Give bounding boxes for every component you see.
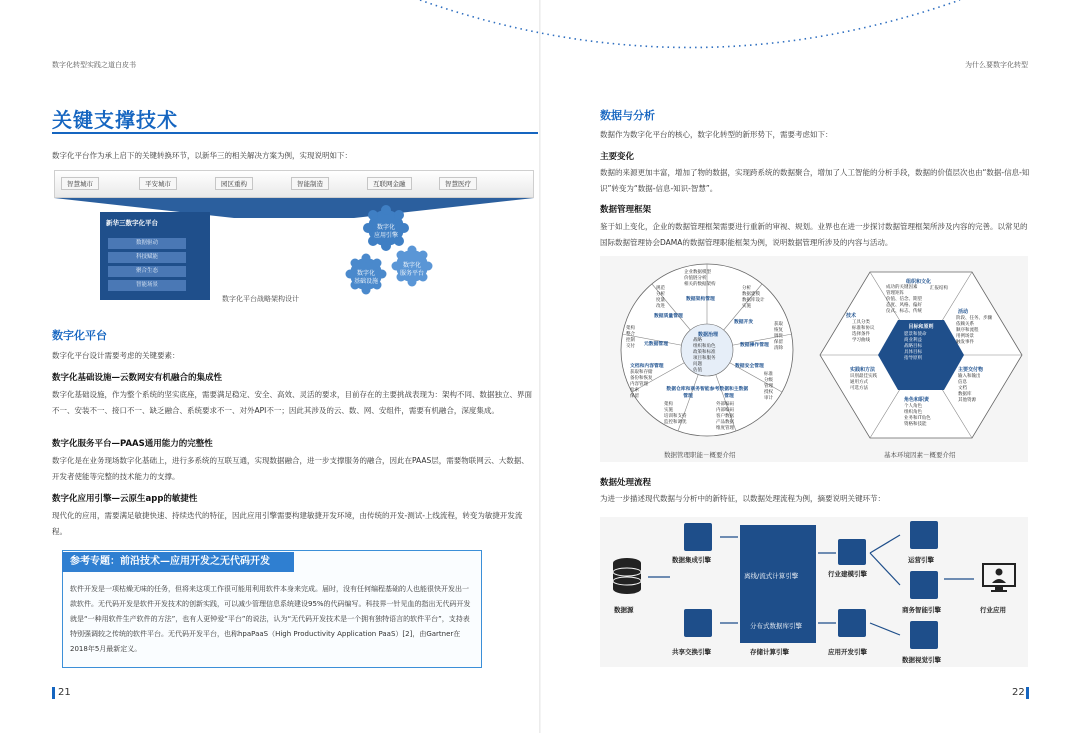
wheel-seg-item: 数据建模	[742, 292, 760, 297]
hex-center-item: 具体目标	[904, 350, 922, 355]
left-intro: 数字化平台作为承上启下的关键转换环节，以新华三的相关解决方案为例，实现说明如下：	[52, 151, 352, 160]
hex-seg-org-culture-item-report: 汇报结构	[930, 286, 948, 291]
wheel-seg-item: 备份和恢复	[630, 376, 653, 381]
wheel-seg-content-items	[630, 370, 653, 400]
tag-manufacturing: 智能制造	[291, 177, 329, 190]
wheel-seg-item: 价值链分析	[684, 276, 707, 281]
wheel-seg-item: 相关的数据架构	[684, 282, 716, 287]
scenario-tag-row	[54, 170, 534, 198]
wheel-seg-item: 管理	[764, 384, 773, 389]
wheel-seg-quality-items	[656, 286, 665, 310]
section-intro: 数字化平台设计需要考虑的关键要素：	[52, 351, 180, 360]
wheel-seg-item: 检索	[630, 388, 639, 393]
wheel-seg-item: 分析	[742, 286, 751, 291]
hex-seg-org-culture: 组织和文化	[906, 279, 932, 285]
hex-seg-item: 信息	[958, 380, 967, 385]
page-number-bar-right	[1026, 687, 1029, 699]
wheel-seg-content: 文档和内容管理	[630, 364, 664, 369]
item-body-service-platform: 数字化是在业务现场数字化基础上，进行多系统的互联互通，实现数据融合，进一步支撑服务的融合，因此在PAAS层，需要物联网云、大数据、开发者使能等完整的技术能力的支撑。	[52, 456, 529, 481]
platform-item: 智能场景	[108, 280, 186, 291]
wheel-seg-item: 监控和调优	[664, 420, 687, 425]
wheel-center-items	[693, 338, 716, 374]
flow-arrows	[600, 517, 1028, 667]
sub-data-framework: 数据管理框架	[600, 205, 652, 215]
hex-seg-activities-items	[956, 316, 992, 346]
platform-item: 聚合生态	[108, 266, 186, 277]
page-number-right: 22	[1012, 687, 1025, 698]
page-spine	[539, 0, 541, 733]
tag-campus: 园区重构	[215, 177, 253, 190]
tag-fintech: 互联网金融	[367, 177, 412, 190]
wheel-center-title: 数据治理	[697, 332, 718, 338]
header-right: 为什么要数字化转型	[965, 61, 1028, 69]
wheel-seg-operations-items	[774, 322, 783, 352]
wheel-seg-item: 规范	[656, 286, 665, 291]
wheel-seg-item: 分析	[656, 292, 665, 297]
hex-seg-item: 文档	[958, 386, 967, 391]
platform-block	[100, 212, 210, 300]
hex-center-item: 愿景和使命	[904, 332, 927, 337]
left-page-title: 关键支撑技术	[52, 108, 178, 132]
hex-seg-item: 输入和输出	[958, 374, 981, 379]
hex-seg-technology: 技术	[846, 313, 857, 319]
wheel-center-item: 战略	[693, 338, 702, 343]
wheel-seg-item: 度量	[656, 298, 665, 303]
item-body-infrastructure: 数字化基础设施，作为整个系统的坚实底座，需要满足稳定、安全、高效、灵活的要求，目前存在的主要挑战表现为：架构不同、数据独立、界面不一、安装不一、接口不一、缺乏融合、系统要求不一、对外API不一；因此其涉及的云、数、网、安组件，需要有机融合，深度集成。	[52, 390, 532, 415]
hex-seg-deliverables: 主要交付物	[958, 367, 984, 373]
hex-seg-roles-items	[904, 404, 931, 428]
hex-seg-item: 触发事件	[956, 340, 974, 345]
wheel-seg-item: 架构	[626, 326, 635, 331]
hex-seg-item: 业务和IT角色	[904, 416, 931, 421]
flow-database-engine: 分布式数据库引擎	[750, 622, 802, 630]
wheel-seg-item: 实施	[664, 408, 673, 413]
hex-seg-item: 用例场景	[956, 334, 974, 339]
flow-compute-engine: 离线/流式计算引擎	[744, 572, 799, 580]
wheel-seg-dw-bi: 数据仓库和商务智能管理	[666, 387, 710, 399]
item-heading-infrastructure: 数字化基础设施—云数网安有机融合的集成性	[52, 373, 223, 383]
wheel-seg-metadata-items	[626, 326, 635, 350]
wheel-seg-item: 标准	[764, 372, 773, 377]
wheel-seg-item: 架构	[664, 402, 673, 407]
wheel-seg-item: 分级	[764, 378, 773, 383]
hex-seg-technology-items	[852, 320, 875, 344]
hex-seg-practices-items	[850, 374, 877, 392]
wheel-caption: 数据管理职能－概要介绍	[664, 451, 736, 459]
wheel-seg-item: 企业数据模型	[684, 270, 711, 275]
item-body-app-engine: 现代化的应用，需要满足敏捷快速、持续迭代的特征，因此应用引擎需要构建敏捷开发环境，由传统的开发-测试-上线流程，转变为敏捷开发流程。	[52, 511, 523, 536]
page-number-left: 21	[58, 687, 71, 698]
wheel-seg-architecture-items	[684, 270, 716, 288]
gear-label-service-platform: 数字化 服务平台	[399, 262, 424, 277]
flow-visual-engine: 数据视觉引擎	[902, 656, 941, 664]
hex-seg-item: 学习曲线	[852, 338, 870, 343]
hex-seg-item: 成功的关键因素	[886, 285, 918, 290]
right-page-title: 数据与分析	[600, 109, 655, 122]
hex-center-item: 商业利益	[904, 338, 922, 343]
tag-healthcare: 智慧医疗	[439, 177, 477, 190]
wheel-seg-item: 控制	[626, 338, 635, 343]
dotted-arc-decoration	[0, 0, 1080, 60]
hex-seg-item: 阶段、任务、步骤	[956, 316, 992, 321]
flow-integration-engine: 数据集成引擎	[672, 556, 711, 564]
title-underline	[52, 132, 538, 134]
flow-storage-engine: 存储计算引擎	[750, 648, 789, 656]
hex-seg-item: 选择条件	[852, 332, 870, 337]
flow-exchange-engine: 共享交换引擎	[672, 648, 711, 656]
wheel-seg-item: 数据库设计	[742, 298, 765, 303]
hex-seg-activities: 活动	[958, 309, 969, 315]
hex-seg-item: 数据库	[958, 392, 972, 397]
flow-industry-app: 行业应用	[980, 606, 1006, 614]
wheel-seg-quality: 数据质量管理	[654, 314, 683, 319]
wheel-center-item: 项目和服务	[693, 356, 716, 361]
wheel-center-item: 估值	[693, 368, 702, 373]
hex-seg-item: 识别最佳实践	[850, 374, 877, 379]
flow-operations-engine: 运营引擎	[908, 556, 934, 564]
wheel-seg-dw-bi-items	[664, 402, 687, 426]
section-title: 数字化平台	[52, 329, 107, 342]
platform-item: 科技赋能	[108, 252, 186, 263]
hex-seg-item: 标准和协议	[852, 326, 875, 331]
hex-seg-item: 工具分类	[852, 320, 870, 325]
hex-seg-item: 通用方式	[850, 380, 868, 385]
wheel-seg-item: 实施	[742, 304, 751, 309]
flow-data-source: 数据源	[614, 606, 634, 614]
platform-title: 新华三数字化平台	[106, 219, 158, 227]
tag-smart-city: 智慧城市	[61, 177, 99, 190]
hex-seg-practices: 实践和方法	[850, 367, 876, 373]
wheel-seg-security: 数据安全管理	[735, 364, 764, 369]
platform-item: 数据驱动	[108, 238, 186, 249]
tag-safe-city: 平安城市	[139, 177, 177, 190]
hexagon-caption: 基本环境因素－概要介绍	[884, 451, 956, 459]
hex-seg-deliverables-items	[958, 374, 981, 404]
hex-seg-roles: 角色和职责	[904, 397, 930, 403]
wheel-seg-item: 审计	[764, 396, 773, 401]
wheel-seg-item: 保留	[630, 394, 639, 399]
wheel-seg-item: 产品数据	[716, 420, 734, 425]
data-framework-body: 鉴于如上变化，企业的数据管理框架需要进行重新的审视、规划。业界也在进一步探讨数据管理框架所涉及内容的完善。以常见的国际数据管理协会DAMA的数据管理职能框架为例，说明数据管理所涉及的内容与活动。	[600, 222, 1028, 247]
hex-seg-item: 依赖关系	[956, 322, 974, 327]
wheel-center-item: 问题	[693, 362, 702, 367]
item-heading-app-engine: 数字化应用引擎—云原生app的敏捷性	[52, 494, 198, 504]
wheel-seg-architecture: 数据架构管理	[686, 297, 715, 302]
hex-center-items	[904, 332, 927, 362]
wheel-seg-item: 培训和支持	[664, 414, 687, 419]
wheel-seg-item: 交付	[626, 344, 635, 349]
flow-bi-engine: 商务智能引擎	[902, 606, 941, 614]
right-intro: 数据作为数字化平台的核心，数字化转型的新形势下，需要考虑如下：	[600, 130, 833, 139]
wheel-seg-item: 改进	[656, 304, 665, 309]
wheel-seg-metadata: 元数据管理	[644, 342, 668, 347]
hex-seg-item: 可选方法	[850, 386, 868, 391]
callout-title: 参考专题：前沿技术—应用开发之无代码开发	[62, 552, 294, 572]
hex-center-title: 目标和原则	[908, 324, 934, 330]
wheel-seg-master-data: 参考数据和主数据管理	[709, 387, 749, 399]
sub-main-changes: 主要变化	[600, 152, 635, 162]
wheel-seg-item: 授权	[764, 390, 773, 395]
wheel-seg-item: 调优	[774, 334, 783, 339]
hex-seg-item: 资格和技能	[904, 422, 927, 427]
flow-modeling-engine: 行业建模引擎	[828, 570, 867, 578]
wheel-seg-item: 保留	[774, 340, 783, 345]
wheel-center-item: 组织和角色	[693, 344, 716, 349]
hex-seg-item: 个人角色	[904, 404, 922, 409]
hex-center-item: 战略目标	[904, 344, 922, 349]
wheel-seg-item: 内部编码	[716, 408, 734, 413]
wheel-seg-item: 外部编码	[716, 402, 734, 407]
gear-label-application-engine: 数字化 应用引擎	[373, 224, 398, 239]
wheel-seg-item: 整合	[626, 332, 635, 337]
data-processing-body: 为进一步描述现代数据与分析中的新特征，以数据处理流程为例，摘要说明关键环节：	[600, 494, 885, 503]
wheel-seg-development-items	[742, 286, 765, 310]
wheel-seg-item: 客户数据	[716, 414, 734, 419]
sub-data-processing: 数据处理流程	[600, 478, 652, 488]
hex-seg-org-culture-items	[886, 285, 922, 315]
hex-seg-item: 顺序和流程	[956, 328, 979, 333]
wheel-seg-operations: 数据操作管理	[740, 343, 769, 348]
wheel-seg-item: 维度管理	[716, 426, 734, 431]
wheel-seg-security-items	[764, 372, 773, 402]
hex-center-item: 指导原则	[904, 356, 922, 361]
hex-seg-item: 仪式、标志、传统	[886, 309, 922, 314]
hex-seg-item: 管理矩阵	[886, 291, 904, 296]
wheel-seg-item: 内容管理	[630, 382, 648, 387]
wheel-seg-master-data-items	[716, 402, 734, 432]
wheel-seg-item: 获取和存储	[630, 370, 653, 375]
wheel-seg-development: 数据开发	[734, 320, 754, 325]
callout-body: 软件开发是一项枯燥无味的任务，但将来这项工作很可能用利用软件本身来完成。届时，没有任何编程基础的人也能很快开发出一款软件。无代码开发是软件开发技术的创新实践，可以减少管理信息系统建设95%的代码编写。科技界一针见血的指出无代码开发就是“一种用软件生产软件的方法”，也有人更钟爱“平台”的说法，认为“无代码开发技术是一个拥有独特语言的软件平台”，支持表特别强调较之传统的软件平台。无代码开发平台，也称hpaPaaS（High Productivity Application PaaS）[2]，由Gartner在2018年5月最新定义。	[70, 585, 471, 653]
page-number-bar-left	[52, 687, 55, 699]
main-changes-body: 数据的来源更加丰富，增加了物的数据，实现跨系统的数据聚合，增加了人工智能的分析手段，数据的价值层次也由“数据-信息-知识”转变为“数据-信息-知识-智慧”。	[600, 168, 1030, 193]
gear-label-infrastructure: 数字化 基础设施	[353, 270, 378, 285]
item-heading-service-platform: 数字化服务平台—PAAS通用能力的完整性	[52, 439, 213, 449]
hex-seg-item: 组织角色	[904, 410, 922, 415]
wheel-seg-item: 清除	[774, 346, 783, 351]
wheel-seg-item: 获取	[774, 322, 783, 327]
flow-app-dev-engine: 应用开发引擎	[828, 648, 867, 656]
wheel-center-item: 政策和标准	[693, 350, 716, 355]
platform-diagram-caption: 数字化平台战略架构设计	[222, 295, 299, 303]
data-flow-panel	[600, 517, 1028, 667]
hex-seg-item: 价值、信念、期望	[886, 297, 922, 302]
header-left: 数字化转型实践之道白皮书	[52, 61, 136, 69]
hex-seg-item: 其他资源	[958, 398, 976, 403]
hex-seg-item: 态度、风格、偏好	[886, 303, 922, 308]
wheel-seg-item: 恢复	[774, 328, 783, 333]
